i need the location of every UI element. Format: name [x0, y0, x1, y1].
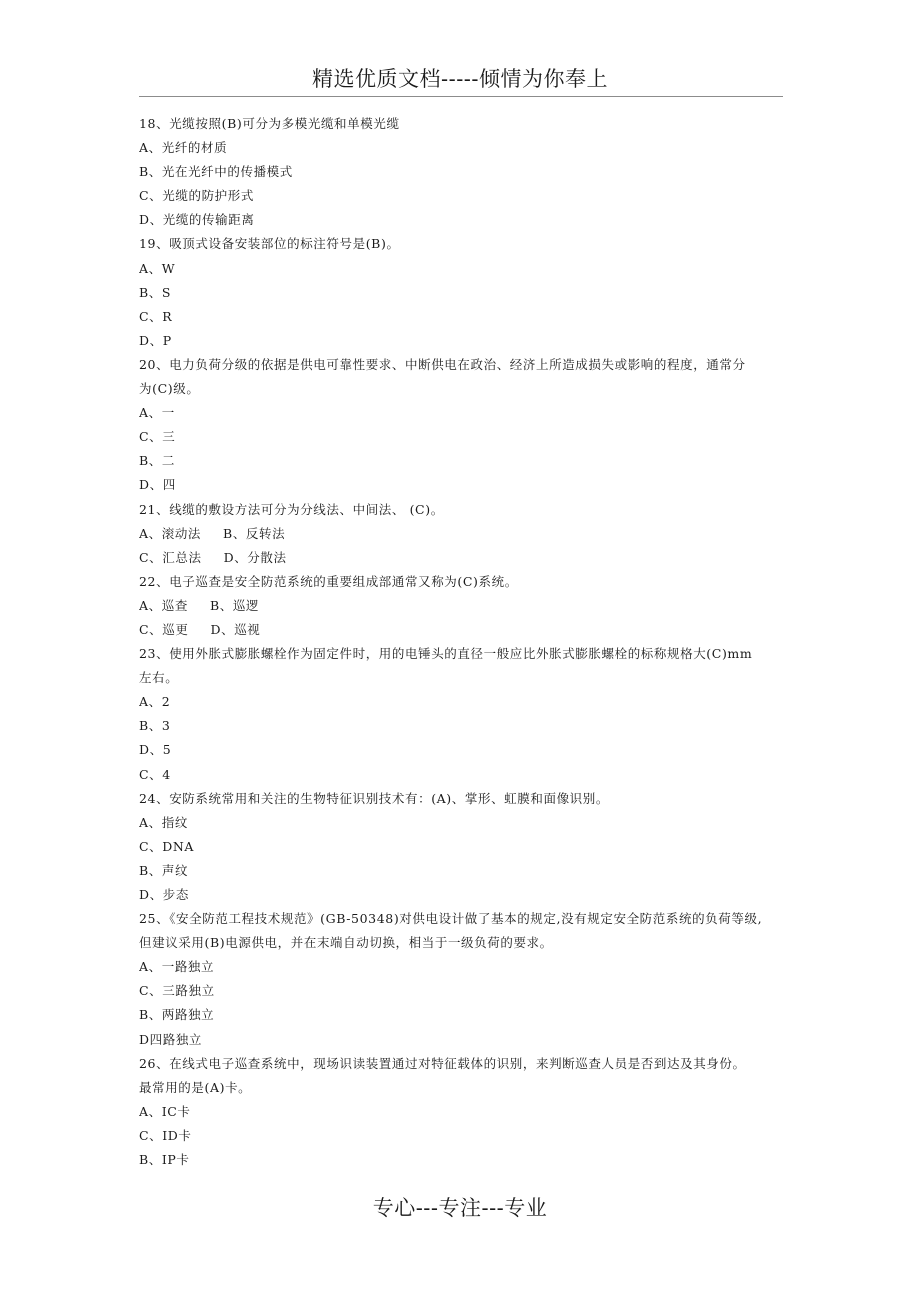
text-line: A、IC卡 [139, 1103, 191, 1119]
text-line: 19、吸顶式设备安装部位的标注符号是(B)。 [139, 236, 400, 252]
text-line: A、指纹 [139, 814, 188, 830]
option-text: B、巡逻 [209, 597, 260, 613]
text-line: 26、在线式电子巡查系统中，现场识读装置通过对特征载体的识别，来判断巡查人员是否到达及其身份。 [139, 1055, 746, 1071]
option-text: A、滚动法 [139, 525, 202, 541]
text-line: 最常用的是(A)卡。 [139, 1079, 252, 1095]
page-footer: 专心---专注---专业 [372, 1196, 548, 1220]
page-header: 精选优质文档-----倾情为你奉上 [312, 67, 608, 91]
text-line: C、光缆的防护形式 [139, 188, 254, 204]
text-line: C、R [139, 308, 173, 324]
option-text: D、巡视 [210, 621, 261, 637]
text-line: C、DNA [139, 838, 195, 854]
text-line: 18、光缆按照(B)可分为多模光缆和单模光缆 [139, 116, 400, 131]
text-line: D、5 [139, 742, 172, 758]
text-line: 25、《安全防范工程技术规范》(GB-50348)对供电设计做了基本的规定,没有规定安全防范系统的负荷等级, [139, 911, 763, 927]
text-line: 22、电子巡查是安全防范系统的重要组成部通常又称为(C)系统。 [139, 573, 518, 589]
text-line: 但建议采用(B)电源供电，并在末端自动切换，相当于一级负荷的要求。 [139, 935, 553, 951]
text-line: 21、线缆的敷设方法可分为分线法、中间法、 (C)。 [139, 501, 444, 517]
text-line [139, 594, 789, 618]
text-line: 20、电力负荷分级的依据是供电可靠性要求、中断供电在政治、经济上所造成损失或影响的程度，通常分 [139, 356, 746, 372]
document-body [139, 112, 789, 1172]
text-line: 23、使用外胀式膨胀螺栓作为固定件时，用的电锤头的直径一般应比外胀式膨胀螺栓的标称规格大(C)mm [139, 646, 753, 662]
text-line: A、光纤的材质 [139, 140, 228, 156]
text-line [139, 546, 789, 570]
text-line: A、一路独立 [139, 959, 215, 975]
text-line: D、四 [139, 477, 176, 493]
text-line: A、一 [139, 405, 175, 421]
text-line: B、3 [139, 718, 171, 734]
option-text: A、巡查 [139, 597, 188, 613]
text-line: C、三路独立 [139, 983, 215, 999]
text-line: B、S [139, 284, 172, 300]
text-line: D、步态 [139, 887, 189, 902]
text-line: B、二 [139, 453, 175, 469]
text-line: C、ID卡 [139, 1127, 192, 1143]
text-line: A、W [139, 260, 176, 276]
text-line: C、4 [139, 766, 171, 782]
text-line: B、IP卡 [139, 1152, 190, 1168]
text-line: B、光在光纤中的传播模式 [139, 164, 293, 180]
text-line: 为(C)级。 [139, 381, 200, 397]
text-line: D四路独立 [139, 1031, 203, 1047]
text-line: D、P [139, 332, 172, 348]
option-text: D、分散法 [223, 549, 287, 565]
option-text: B、反转法 [223, 525, 286, 541]
text-line: C、三 [139, 429, 176, 445]
text-line: A、2 [139, 694, 171, 710]
text-line: 24、安防系统常用和关注的生物特征识别技术有：(A)、掌形、虹膜和面像识别。 [139, 790, 609, 806]
text-line [139, 618, 789, 642]
text-line: 左右。 [139, 670, 179, 686]
text-line [139, 522, 789, 546]
header-rule [139, 96, 783, 97]
text-line: D、光缆的传输距离 [139, 212, 255, 228]
text-line: B、两路独立 [139, 1007, 215, 1023]
option-text: C、巡更 [139, 621, 189, 637]
text-line: B、声纹 [139, 862, 189, 878]
option-text: C、汇总法 [139, 549, 202, 565]
